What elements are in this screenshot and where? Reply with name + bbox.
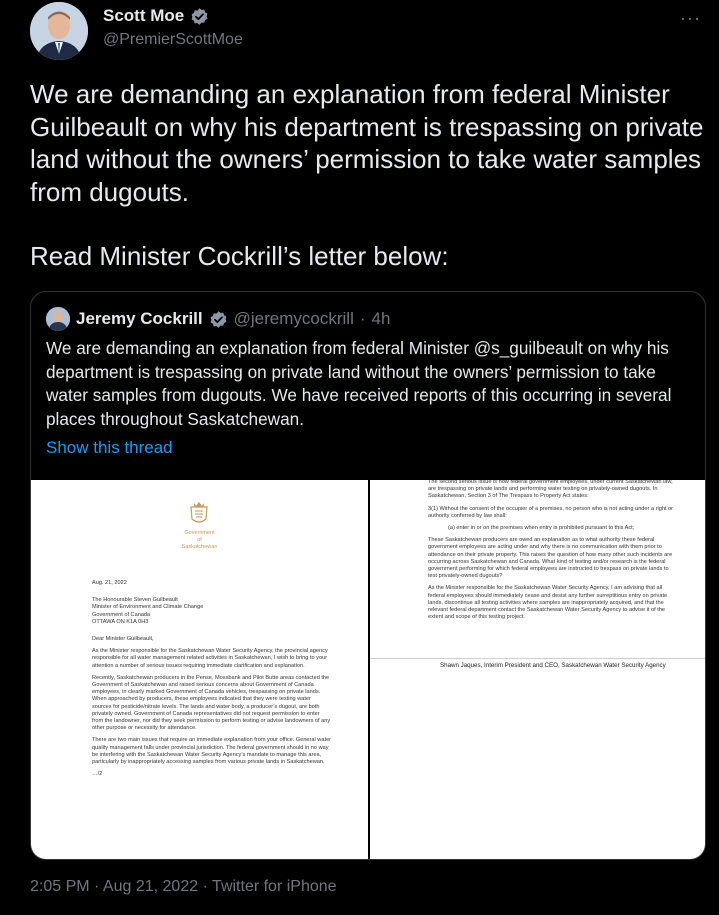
letter-paragraph: As the Minister responsible for the Saskatchewan Water Security Agency, the provincial agency responsible for all water management related activities in Saskatchewan, I wish to bring to your attention a number of serious issues requiring immediate clarification and explanation. — [92, 648, 328, 669]
address-line: The Honourable Steven Guilbeault — [92, 597, 178, 604]
author-handle[interactable]: @PremierScottMoe — [103, 31, 243, 48]
quoted-text: We are demanding an explanation from federal Minister @s_guilbeault on why his department is trespassing on private land without the owners’ permission to take water samples from dugouts. We have received reports of this occurring in several places throughout Saskatchewan. — [46, 338, 672, 429]
letter-body-page-1 — [92, 580, 332, 783]
letter-paragraph: As the Minister responsible for the Saskatchewan Water Security Agency, I am advising that all federal employees should immediately cease and desist any further surreptitious entry on private lands, discontinue all testing activities where samples are inappropriately acquired, and that the relevant federal department contact the Saskatchewan Water Security Agency to advise it of the extent and scope of this testing project. — [428, 585, 668, 621]
avatar-image — [30, 2, 88, 60]
show-thread-link[interactable]: Show this thread — [46, 438, 173, 457]
letter-paragraph: There are two main issues that require an immediate explanation from your office. General water quality management falls under provincial jurisdiction. The federal government should in no way be interfering with the Saskatchewan Water Security Agency’s mandate to manage this area, particularly by inappropriately accessing samples from various private lands in Saskatchewan. — [92, 737, 331, 766]
tweet-paragraph: We are demanding an explanation from federal Minister Guilbeault on why his department is trespassing on private land without the owners’ permission to take water samples from dugouts. — [30, 79, 704, 207]
crest-label-line: Saskatchewan — [181, 544, 218, 550]
letter-paragraph: The second serious issue is how federal government employees, under current Saskatchewan law, are trespassing on private lands and performing water testing on privately-owned dugouts. In Saskatchewan, Section 3 of The Trespass to Property Act states: — [428, 480, 673, 500]
letter-paragraph: 3(1) Without the consent of the occupier of a premises, no person who is not acting under a right or authority conferred by law shall: — [428, 505, 674, 519]
quoted-separator: · — [359, 309, 366, 328]
more-options-icon[interactable]: ··· — [680, 8, 701, 28]
quoted-header — [46, 307, 390, 331]
letter-address — [92, 597, 332, 626]
letter-paragraph: These Saskatchewan producers are owed an explanation as to what authority these federal government employees are acting under and why there is no communication with them prior to attendance on their private property. This raises the question of how many other such incidents are occurring across Saskatchewan and Canada. What kind of testing and/or research is the federal government performing for which federal employees are instructed to trespass on private lands to test privately-owned dugouts? — [428, 537, 673, 580]
verified-badge-icon — [209, 310, 228, 329]
quoted-tweet[interactable] — [30, 291, 706, 860]
letter-date: Aug. 21, 2022 — [92, 580, 127, 586]
letter-cc: Shawn Jaques, Interim President and CEO, Saskatchewan Water Security Agency — [440, 662, 666, 669]
quoted-avatar — [46, 307, 70, 331]
crest-label-line: of — [197, 537, 202, 543]
quoted-avatar-image — [46, 307, 70, 331]
letter-continuation: …/2 — [92, 771, 103, 778]
letter-image-page-2[interactable] — [370, 480, 705, 859]
letter-paragraph: (a) enter in or on the premises when entry is prohibited pursuant to this Act; — [448, 525, 635, 532]
page-divider — [370, 658, 705, 659]
author-name-row[interactable] — [103, 6, 209, 26]
address-line: Government of Canada — [92, 611, 151, 618]
letter-body-page-2 — [428, 480, 674, 626]
letter-image-page-1[interactable] — [31, 480, 368, 859]
letter-salutation: Dear Minister Guilbeault, — [92, 636, 154, 643]
quoted-timestamp: 4h — [371, 309, 391, 328]
letter-paragraph: Recently, Saskatchewan producers in the Pense, Mossbank and Pilot Butte areas contacted the Government of Saskatchewan and raised serious concerns about Government of Canada employees, in clearly marked Government of Canada vehicles, trespassing on private lands. When approached by producers, these employees indicated that they were testing water sources for pesticide/nitrate levels. The lands and water body, a producer’s dugout, are both privately owned. Government of Canada representatives did not request permission to enter from the landowner, nor did they seek permission to perform testing or advise landowners of any other purpose or necessity for attendance. — [92, 674, 331, 732]
crest-label-line: Government — [184, 530, 215, 536]
quoted-author-name: Jeremy Cockrill — [76, 309, 203, 328]
author-avatar[interactable] — [30, 2, 88, 60]
verified-badge-icon — [190, 7, 209, 26]
author-name[interactable]: Scott Moe — [103, 6, 185, 25]
tweet-text — [30, 78, 710, 273]
government-crest-icon — [185, 499, 213, 527]
quoted-author-handle: @jeremycockrill — [233, 309, 354, 328]
address-line: Minister of Environment and Climate Change — [92, 604, 204, 611]
tweet-timestamp[interactable]: 2:05 PM · Aug 21, 2022 · Twitter for iPhone — [30, 878, 337, 895]
address-line: OTTAWA ON K1A 0H3 — [92, 618, 149, 625]
tweet-paragraph: Read Minister Cockrill’s letter below: — [30, 241, 449, 271]
crest-label — [31, 530, 368, 551]
